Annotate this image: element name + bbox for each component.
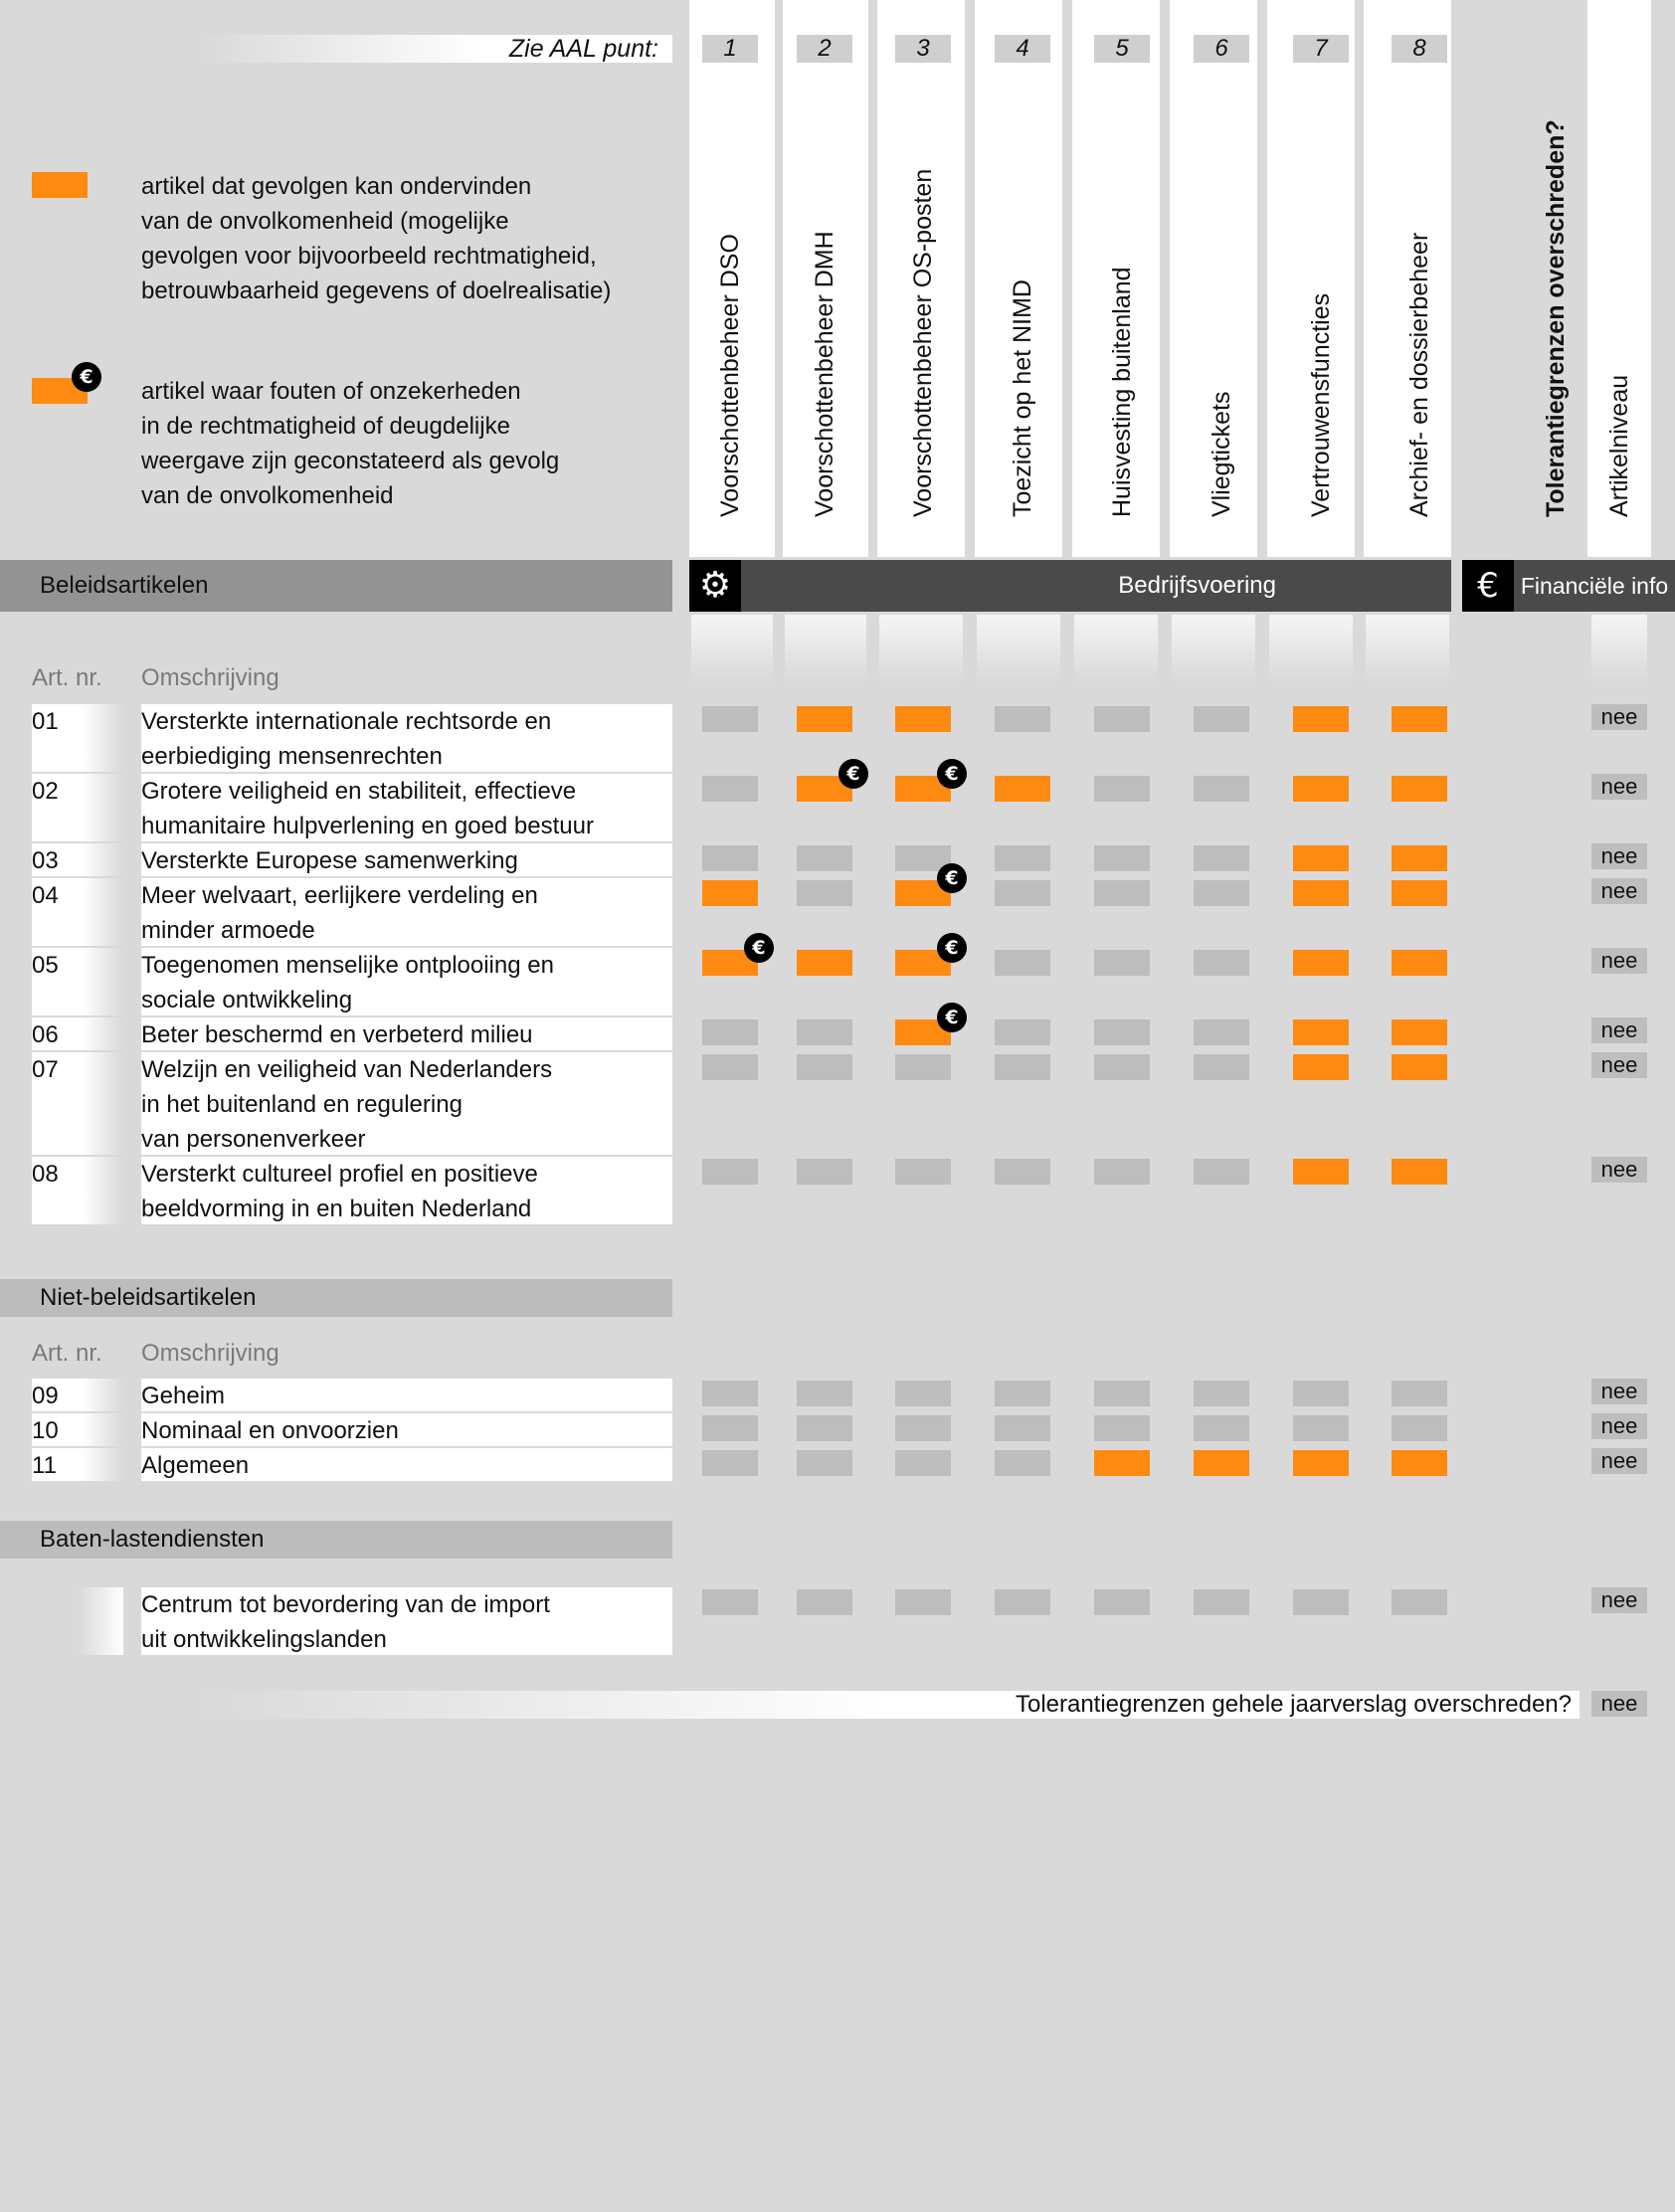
column-label-wrap xyxy=(710,90,750,547)
row-number: 06 xyxy=(32,1021,59,1048)
column-label: Huisvesting buitenland xyxy=(1108,267,1136,517)
column-label: Vliegtickets xyxy=(1208,391,1235,517)
section-title: Niet-beleidsartikelen xyxy=(40,1284,257,1311)
neutral-cell xyxy=(797,1054,852,1080)
column-number: 6 xyxy=(1194,35,1249,63)
neutral-cell xyxy=(1293,1415,1349,1441)
column-label: Voorschottenbeheer DSO xyxy=(716,234,744,517)
table-row xyxy=(32,1448,672,1481)
affected-cell xyxy=(1392,776,1447,802)
neutral-cell xyxy=(995,1415,1050,1441)
affected-cell xyxy=(1392,950,1447,976)
column-number: 8 xyxy=(1392,35,1447,63)
table-row xyxy=(32,1052,672,1155)
neutral-cell xyxy=(895,1054,951,1080)
affected-cell xyxy=(702,880,758,906)
neutral-cell xyxy=(995,1381,1050,1406)
affected-cell xyxy=(797,706,852,732)
row-number: 07 xyxy=(32,1056,59,1083)
column-label-artikelniveau: Artikelniveau xyxy=(1605,374,1633,517)
neutral-cell xyxy=(1094,880,1150,906)
neutral-cell xyxy=(1194,1054,1249,1080)
neutral-cell xyxy=(995,1450,1050,1476)
column-fade xyxy=(1172,615,1255,682)
affected-cell xyxy=(895,1007,959,1045)
affected-cell xyxy=(797,950,852,976)
neutral-cell xyxy=(1094,1054,1150,1080)
header-omschrijving: Omschrijving xyxy=(141,1340,279,1367)
table-row xyxy=(32,878,672,946)
row-number: 01 xyxy=(32,708,59,735)
section-title: Beleidsartikelen xyxy=(40,572,209,599)
gear-icon: ⚙ xyxy=(689,560,741,612)
neutral-cell xyxy=(797,845,852,871)
neutral-cell xyxy=(995,1054,1050,1080)
footer-tolerantie-label: Tolerantiegrenzen gehele jaarverslag overschreden? xyxy=(1015,1691,1572,1718)
column-label-wrap xyxy=(1102,90,1142,547)
row-number-bg xyxy=(78,1587,123,1655)
neutral-cell xyxy=(702,845,758,871)
row-number: 04 xyxy=(32,882,59,909)
neutral-cell xyxy=(1194,1415,1249,1441)
artikelniveau-value: nee xyxy=(1591,1379,1647,1404)
header-omschrijving: Omschrijving xyxy=(141,664,279,691)
column-number: 5 xyxy=(1094,35,1150,63)
affected-cell xyxy=(1293,1019,1349,1045)
row-description: Versterkte internationale rechtsorde en eerbiediging mensenrechten xyxy=(141,708,552,770)
section-baten-lastendiensten xyxy=(0,1521,672,1559)
neutral-cell xyxy=(895,1450,951,1476)
artikelniveau-value: nee xyxy=(1591,704,1647,730)
table-row xyxy=(32,1413,672,1446)
neutral-cell xyxy=(797,1415,852,1441)
neutral-cell xyxy=(702,706,758,732)
neutral-cell xyxy=(1094,1589,1150,1615)
row-number: 02 xyxy=(32,778,59,805)
row-number: 08 xyxy=(32,1161,59,1188)
row-description: Toegenomen menselijke ontplooiing en sociale ontwikkeling xyxy=(141,952,554,1014)
neutral-cell xyxy=(1094,1415,1150,1441)
affected-cell xyxy=(1392,706,1447,732)
neutral-cell xyxy=(1094,950,1150,976)
table-row xyxy=(32,1157,672,1224)
row-description: Grotere veiligheid en stabiliteit, effectieve humanitaire hulpverlening en goed bestuur xyxy=(141,778,594,839)
artikelniveau-value: nee xyxy=(1591,878,1647,904)
column-number: 7 xyxy=(1293,35,1349,63)
affected-cell xyxy=(1293,1159,1349,1185)
row-number: 09 xyxy=(32,1382,59,1409)
neutral-cell xyxy=(1392,1415,1447,1441)
affected-cell xyxy=(1392,1450,1447,1476)
affected-cell xyxy=(1392,845,1447,871)
row-description: Nominaal en onvoorzien xyxy=(141,1417,399,1444)
column-label-wrap xyxy=(805,90,844,547)
legend-text-affected: artikel dat gevolgen kan ondervinden van de onvolkomenheid (mogelijke gevolgen voor bijvoorbeeld rechtmatigheid, betrouwbaarheid gegevens of doelrealisatie) xyxy=(141,173,612,304)
row-description: Beter beschermd en verbeterd milieu xyxy=(141,1021,533,1048)
neutral-cell xyxy=(995,845,1050,871)
artikelniveau-value: nee xyxy=(1591,774,1647,800)
affected-cell xyxy=(1392,880,1447,906)
affected-cell xyxy=(1392,1019,1447,1045)
section-beleidsartikelen xyxy=(0,560,672,612)
neutral-cell xyxy=(1293,1589,1349,1615)
row-number: 11 xyxy=(32,1452,57,1479)
neutral-cell xyxy=(702,1054,758,1080)
row-description: Versterkte Europese samenwerking xyxy=(141,847,518,874)
neutral-cell xyxy=(1194,845,1249,871)
neutral-cell xyxy=(702,1019,758,1045)
neutral-cell xyxy=(1194,950,1249,976)
affected-cell xyxy=(1293,776,1349,802)
row-description: Welzijn en veiligheid van Nederlanders in het buitenland en regulering van personenverkeer xyxy=(141,1056,553,1153)
column-label-wrap xyxy=(1202,90,1241,547)
column-label-wrap xyxy=(1536,90,1576,547)
neutral-cell xyxy=(1392,1381,1447,1406)
neutral-cell xyxy=(797,1589,852,1615)
affected-cell xyxy=(1392,1054,1447,1080)
table-row xyxy=(32,948,672,1015)
column-fade xyxy=(1591,615,1647,682)
euro-icon: € xyxy=(744,933,774,963)
neutral-cell xyxy=(702,1381,758,1406)
bedrijfsvoering-label: Bedrijfsvoering xyxy=(1118,572,1276,599)
row-description: Centrum tot bevordering van de import uit ontwikkelingslanden xyxy=(141,1591,550,1653)
column-label: Voorschottenbeheer OS-posten xyxy=(909,168,937,517)
row-number: 03 xyxy=(32,847,59,874)
column-fade xyxy=(785,615,866,682)
euro-icon: € xyxy=(937,1003,967,1032)
column-number: 2 xyxy=(797,35,852,63)
table-row xyxy=(32,774,672,841)
column-fade xyxy=(691,615,773,682)
neutral-cell xyxy=(702,1159,758,1185)
artikelniveau-value: nee xyxy=(1591,948,1647,974)
neutral-cell xyxy=(1094,1381,1150,1406)
affected-cell xyxy=(1293,1054,1349,1080)
column-label-wrap xyxy=(903,90,943,547)
neutral-cell xyxy=(995,1589,1050,1615)
header-art-nr: Art. nr. xyxy=(32,1340,102,1367)
column-label-wrap xyxy=(1003,90,1042,547)
neutral-cell xyxy=(702,776,758,802)
neutral-cell xyxy=(995,706,1050,732)
neutral-cell xyxy=(995,1019,1050,1045)
neutral-cell xyxy=(1094,1019,1150,1045)
neutral-cell xyxy=(995,950,1050,976)
artikelniveau-value: nee xyxy=(1591,1017,1647,1043)
header-art-nr: Art. nr. xyxy=(32,664,102,691)
neutral-cell xyxy=(895,1415,951,1441)
artikelniveau-value: nee xyxy=(1591,1052,1647,1078)
column-label: Archief- en dossierbeheer xyxy=(1405,232,1433,517)
neutral-cell xyxy=(1194,1019,1249,1045)
affected-cell xyxy=(895,937,959,976)
neutral-cell xyxy=(702,1589,758,1615)
table-row xyxy=(32,843,672,876)
artikelniveau-value: nee xyxy=(1591,843,1647,869)
section-title: Baten-lastendiensten xyxy=(40,1526,265,1553)
affected-cell xyxy=(895,706,951,732)
neutral-cell xyxy=(797,1159,852,1185)
row-description: Meer welvaart, eerlijkere verdeling en minder armoede xyxy=(141,882,538,944)
financiele-info-label: Financiële info xyxy=(1520,573,1669,599)
column-label: Vertrouwensfuncties xyxy=(1307,292,1335,517)
euro-icon: € xyxy=(838,759,868,789)
table-row xyxy=(32,704,672,772)
neutral-cell xyxy=(1194,706,1249,732)
affected-cell xyxy=(895,867,959,906)
column-fade xyxy=(1074,615,1158,682)
neutral-cell xyxy=(1194,1589,1249,1615)
row-description: Geheim xyxy=(141,1382,226,1409)
affected-cell xyxy=(1194,1450,1249,1476)
euro-icon: € xyxy=(937,759,967,789)
affected-cell xyxy=(702,937,766,976)
column-label-wrap xyxy=(1599,90,1639,547)
column-label-wrap xyxy=(1399,90,1439,547)
column-label-wrap xyxy=(1301,90,1341,547)
column-label: Toezicht op het NIMD xyxy=(1009,279,1036,517)
euro-icon: € xyxy=(1462,560,1514,612)
legend-text-errors: artikel waar fouten of onzekerheden in de rechtmatigheid of deugdelijke weergave zijn geconstateerd als gevolg van de onvolkomenheid xyxy=(141,378,560,509)
row-number: 10 xyxy=(32,1417,59,1444)
euro-icon: € xyxy=(937,863,967,893)
artikelniveau-value: nee xyxy=(1591,1157,1647,1183)
neutral-cell xyxy=(797,1381,852,1406)
affected-cell xyxy=(1293,1450,1349,1476)
legend-swatch-affected xyxy=(32,172,88,198)
section-niet-beleidsartikelen xyxy=(0,1279,672,1317)
neutral-cell xyxy=(895,1589,951,1615)
neutral-cell xyxy=(702,1450,758,1476)
affected-cell xyxy=(1293,880,1349,906)
row-number: 05 xyxy=(32,952,59,979)
zie-aal-label: Zie AAL punt: xyxy=(508,35,658,63)
column-label: Voorschottenbeheer DMH xyxy=(811,231,838,517)
euro-icon: € xyxy=(72,362,101,392)
affected-cell xyxy=(995,776,1050,802)
affected-cell xyxy=(895,763,959,802)
table-row xyxy=(32,1379,672,1411)
affected-cell xyxy=(1094,1450,1150,1476)
affected-cell xyxy=(797,763,860,802)
row-description: Algemeen xyxy=(141,1452,250,1479)
neutral-cell xyxy=(702,1415,758,1441)
neutral-cell xyxy=(797,880,852,906)
neutral-cell xyxy=(995,880,1050,906)
neutral-cell xyxy=(1094,706,1150,732)
column-fade xyxy=(1366,615,1449,682)
row-description: Versterkt cultureel profiel en positieve beeldvorming in en buiten Nederland xyxy=(141,1161,538,1222)
neutral-cell xyxy=(797,1450,852,1476)
table-row xyxy=(32,1017,672,1050)
neutral-cell xyxy=(1194,776,1249,802)
artikelniveau-value: nee xyxy=(1591,1587,1647,1613)
neutral-cell xyxy=(1392,1589,1447,1615)
column-fade xyxy=(977,615,1060,682)
column-label-tolerantie: Tolerantiegrenzen overschreden? xyxy=(1542,119,1570,517)
neutral-cell xyxy=(1194,1159,1249,1185)
neutral-cell xyxy=(1194,880,1249,906)
column-number: 4 xyxy=(995,35,1050,63)
column-fade xyxy=(879,615,963,682)
neutral-cell xyxy=(1194,1381,1249,1406)
affected-cell xyxy=(1293,950,1349,976)
affected-cell xyxy=(1293,845,1349,871)
neutral-cell xyxy=(895,1159,951,1185)
column-number: 1 xyxy=(702,35,758,63)
affected-cell xyxy=(1293,706,1349,732)
column-number: 3 xyxy=(895,35,951,63)
neutral-cell xyxy=(995,1159,1050,1185)
neutral-cell xyxy=(797,1019,852,1045)
footer-tolerantie-value: nee xyxy=(1591,1691,1647,1717)
affected-cell xyxy=(1392,1159,1447,1185)
table-row xyxy=(32,1587,672,1655)
neutral-cell xyxy=(1094,1159,1150,1185)
artikelniveau-value: nee xyxy=(1591,1448,1647,1474)
artikelniveau-value: nee xyxy=(1591,1413,1647,1439)
neutral-cell xyxy=(895,1381,951,1406)
neutral-cell xyxy=(1293,1381,1349,1406)
euro-icon: € xyxy=(937,933,967,963)
neutral-cell xyxy=(1094,845,1150,871)
neutral-cell xyxy=(1094,776,1150,802)
column-fade xyxy=(1269,615,1353,682)
